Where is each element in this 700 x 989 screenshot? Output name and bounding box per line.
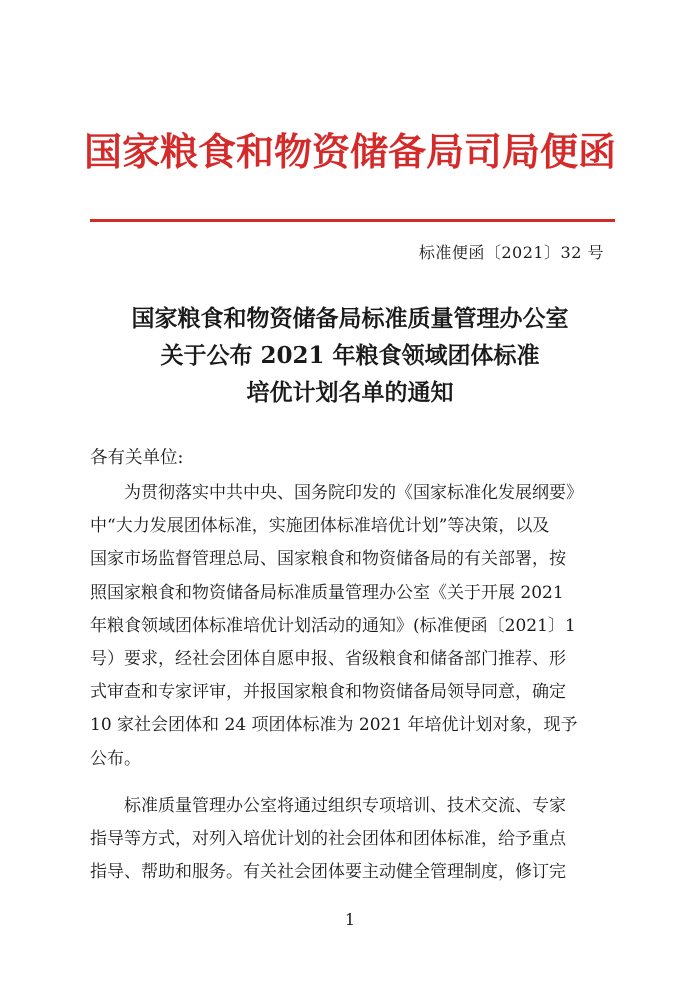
paragraph-line: 标准质量管理办公室将通过组织专项培训、技术交流、专家 (124, 795, 566, 816)
paragraph-line: 式审查和专家评审，并报国家粮食和物资储备局领导同意，确定 (90, 682, 566, 703)
body-text (90, 477, 620, 889)
paragraph-line: 照国家粮食和物资储备局标准质量管理办公室《关于开展 2021 (90, 582, 564, 603)
paragraph-line: 指导等方式，对列入培优计划的社会团体和团体标准，给予重点 (90, 829, 566, 850)
notice-title-line: 关于公布 2021 年粮食领域团体标准 (160, 342, 540, 369)
paragraph-line: 公布。 (90, 748, 141, 769)
paragraph-1 (90, 477, 620, 776)
letterhead-red-rule (90, 219, 615, 222)
paragraph-line: 年粮食领域团体标准培优计划活动的通知》(标准便函〔2021〕1 (90, 615, 576, 636)
notice-title-line: 国家粮食和物资储备局标准质量管理办公室 (131, 305, 569, 332)
notice-title-line: 培优计划名单的通知 (246, 379, 454, 406)
paragraph-gap (90, 776, 620, 790)
letterhead-title: 国家粮食和物资储备局司局便函 (83, 130, 616, 174)
paragraph-line: 为贯彻落实中共中央、国务院印发的《国家标准化发展纲要》 (124, 483, 583, 503)
paragraph-2 (90, 790, 620, 890)
notice-title (0, 300, 700, 411)
document-number: 标准便函〔2021〕32 号 (418, 243, 604, 262)
paragraph-line: 中“大力发展团体标准，实施团体标准培优计划”等决策，以及 (90, 516, 550, 537)
salutation: 各有关单位: (90, 448, 184, 468)
paragraph-line: 号）要求，经社会团体自愿申报、省级粮食和储备部门推荐、形 (90, 649, 566, 670)
paragraph-line: 国家市场监督管理总局、国家粮食和物资储备局的有关部署，按 (90, 549, 566, 570)
page-number: 1 (344, 910, 356, 929)
paragraph-line: 10 家社会团体和 24 项团体标准为 2021 年培优计划对象，现予 (90, 715, 578, 736)
paragraph-line: 指导、帮助和服务。有关社会团体要主动健全管理制度，修订完 (90, 862, 566, 883)
